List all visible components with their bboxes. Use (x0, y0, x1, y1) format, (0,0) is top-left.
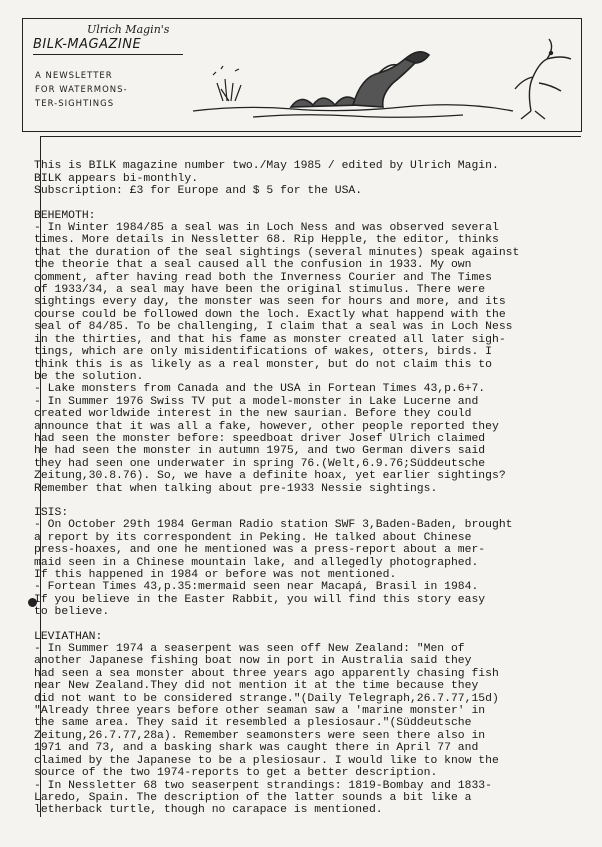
section-heading-leviathan: LEVIATHAN: (34, 630, 103, 643)
text-line: of 1933/34, a seal may have been the original stimulus. There were (34, 284, 486, 297)
text-line: press-hoaxes, and one he mentioned was a press-report about a mer- (34, 544, 486, 557)
lake-monster-illustration (183, 19, 581, 131)
text-line: - On October 29th 1984 German Radio station SWF 3,Baden-Baden, brought (34, 519, 513, 532)
text-line: the same area. They said it resembled a plesiosaur."(Süddeutsche (34, 717, 472, 730)
masthead-subtitle-line: FOR WATERMONS- (35, 85, 128, 95)
text-line: 1971 and 73, and a basking shark was caught there in April 77 and (34, 742, 479, 755)
text-line: announce that it was all a fake, however, other people reported they (34, 420, 499, 433)
text-line: If this happened in 1984 or before was not mentioned. (34, 569, 397, 581)
text-line: course could be followed down the loch. Exactly what happend with the (34, 308, 506, 321)
water-drawing (193, 105, 513, 118)
section-heading-behemoth: BEHEMOTH: (34, 209, 96, 222)
section-heading-isis: ISIS: (34, 506, 69, 519)
masthead-subtitle-line: TER-SIGHTINGS (35, 99, 115, 109)
text-line: sightings every day, the monster was seen for hours and more, and its (34, 296, 506, 309)
text-line: they had seen one underwater in spring 76.(Welt,6.9.76;Süddeutsche (34, 457, 486, 470)
text-line: - Lake monsters from Canada and the USA in Fortean Times 43,p.6+7. (34, 383, 486, 396)
newsletter-body (34, 148, 580, 829)
text-line: that the duration of the seal sightings (several minutes) speak against (34, 246, 520, 259)
figure-drawing (515, 39, 571, 119)
text-line: created worldwide interest in the new saurian. Before they could (34, 408, 472, 421)
text-line: he had seen the monster in autumn 1975, and two German divers said (34, 445, 486, 458)
text-line: be the solution. (34, 370, 144, 383)
intro-line: This is BILK magazine number two./May 1985 / edited by Ulrich Magin. (34, 160, 499, 173)
text-line: near New Zealand.They did not mention it at the time because they (34, 680, 479, 693)
text-line: claimed by the Japanese to be a plesiosaur. I would like to know the (34, 754, 499, 767)
text-line: the theorie that a seal caused all the confusion in 1933. My own (34, 259, 472, 272)
text-line: tings, which are only misidentifications of wakes, otters, birds. I (34, 346, 492, 359)
text-line: Remember that when talking about pre-1933 Nessie sightings. (34, 482, 438, 495)
masthead-subtitle-line: A NEWSLETTER (35, 71, 113, 81)
text-line: seal of 84/85. To be challenging, I claim that a seal was in Loch Ness (34, 321, 513, 334)
text-line: - In Nessletter 68 two seaserpent strandings: 1819-Bombay and 1833- (34, 779, 492, 792)
text-line: If you believe in the Easter Rabbit, you will find this story easy (34, 593, 486, 606)
text-line: - In Winter 1984/85 a seal was in Loch Ness and was observed several (34, 222, 499, 235)
intro-line: Subscription: £3 for Europe and $ 5 for the USA. (34, 185, 363, 198)
text-line: think this is as likely as a real monster, but do not claim this to (34, 358, 492, 371)
text-line: had seen the monster before: speedboat driver Josef Ulrich claimed (34, 432, 486, 445)
reeds-drawing (213, 66, 241, 101)
text-line: - In Summer 1976 Swiss TV put a model-monster in Lake Lucerne and (34, 395, 479, 408)
masthead-subtitle (35, 69, 195, 111)
text-line: to believe. (34, 606, 110, 619)
text-line: - In Summer 1974 a seaserpent was seen off New Zealand: "Men of (34, 643, 465, 656)
text-line: in the thirties, and that his fame as monster created all later sigh- (34, 333, 506, 346)
text-line: did not want to be considered strange."(Daily Telegraph,26.7.77,15d) (34, 692, 499, 705)
text-line: comment, after having read both the Inverness Courier and The Times (34, 271, 492, 284)
text-line: maid seen in a Chinese mountain lake, and allegedly photographed. (34, 556, 479, 569)
text-line: letherback turtle, though no carapace is mentioned. (34, 804, 383, 817)
text-line: Zeitung,30.8.76). So, we have a definite hoax, yet earlier sightings? (34, 470, 506, 483)
intro-line: BILK appears bi-monthly. (34, 172, 199, 185)
text-line: Zeitung,26.7.77,28a). Remember seamonsters were seen there also in (34, 729, 486, 742)
text-line: a report by its correspondent in Peking. He talked about Chinese (34, 531, 472, 544)
masthead-title: BILK-MAGAZINE (33, 37, 183, 55)
text-line: times. More details in Nessletter 68. Rip Hepple, the editor, thinks (34, 234, 499, 247)
monster-drawing (291, 52, 429, 107)
text-line: source of the two 1974-reports to get a better description. (34, 767, 438, 780)
masthead-author: Ulrich Magin's (87, 23, 170, 36)
masthead (22, 18, 582, 132)
text-line: had seen a sea monster about three years ago apparently chasing fish (34, 667, 499, 680)
text-line: "Already three years before other seaman saw a 'marine monster' in (34, 705, 486, 718)
text-line: another Japanese fishing boat now in port in Australia said they (34, 655, 472, 668)
text-line: - Fortean Times 43,p.35:mermaid seen near Macapá, Brasil in 1984. (34, 581, 479, 594)
text-line: Laredo, Spain. The description of the latter sounds a bit like a (34, 791, 472, 804)
